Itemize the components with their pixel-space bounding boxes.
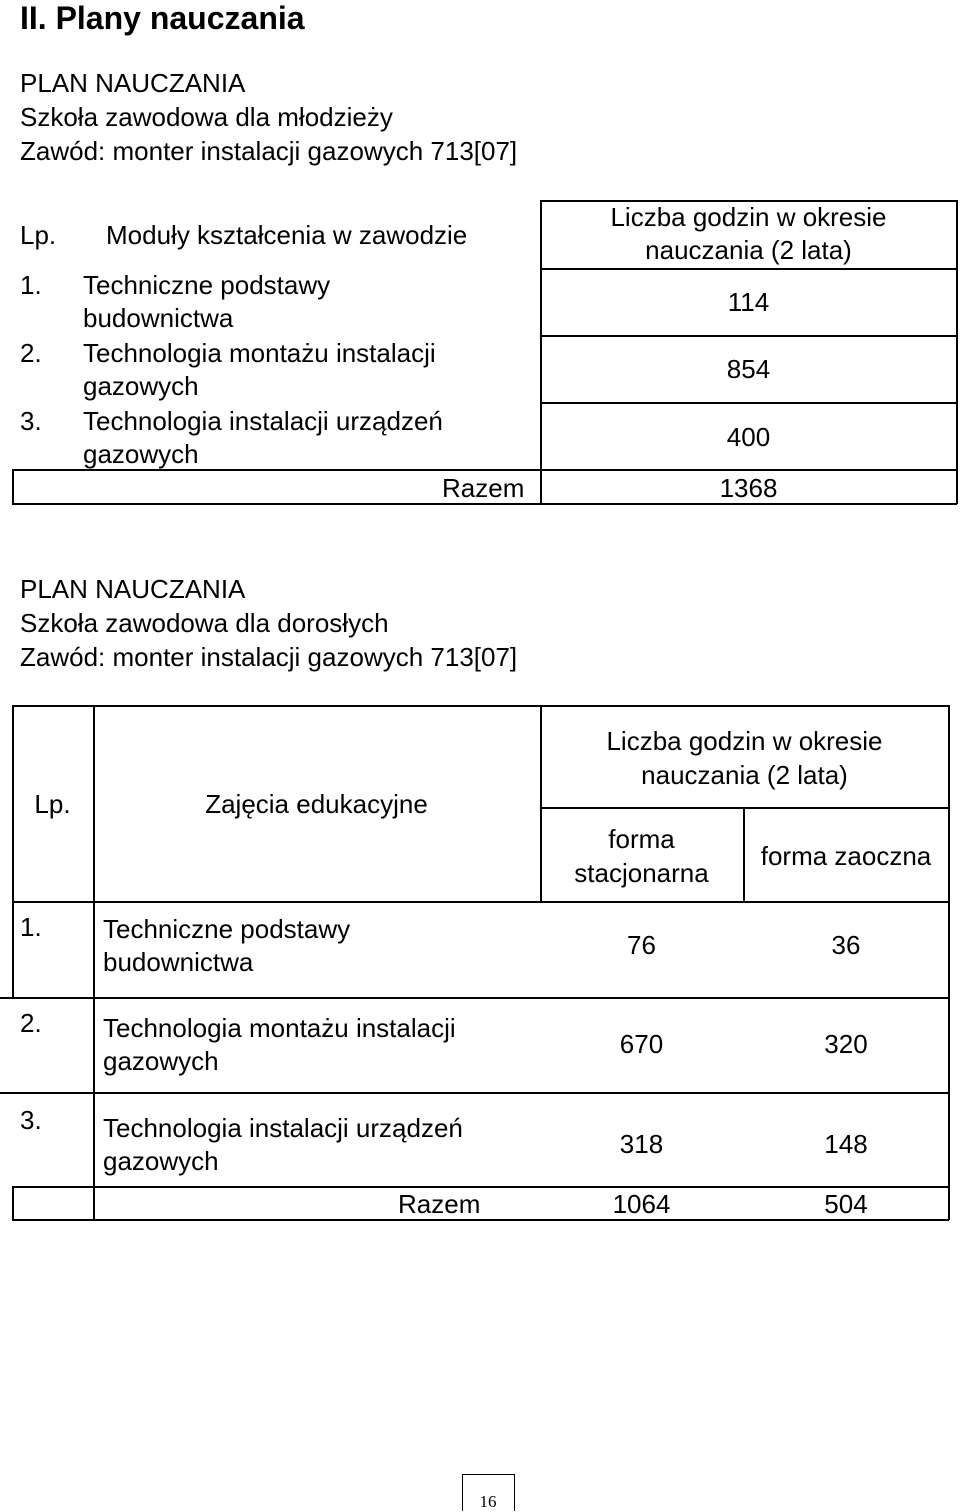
plan1-row3-name-line2: gazowych xyxy=(83,439,199,469)
plan2-col-hours-line1: Liczba godzin w okresie xyxy=(606,726,883,756)
plan1-row2-lp: 2. xyxy=(20,338,42,368)
plan2-row1-name-line2: budownictwa xyxy=(103,947,254,977)
plan1-row1-hours: 114 xyxy=(727,287,770,317)
plan1-col-hours-line1: Liczba godzin w okresie xyxy=(610,202,887,232)
plan2-col-stac-line2: stacjonarna xyxy=(574,858,709,888)
plan2-row3-zaoczna: 148 xyxy=(824,1129,868,1159)
plan1-col-hours-line2: nauczania (2 lata) xyxy=(645,235,852,265)
plan2-col-zaoczna: forma zaoczna xyxy=(760,841,932,871)
plan1-row1-name-line1: Techniczne podstawy xyxy=(83,270,331,300)
plan2-row1-lp: 1. xyxy=(20,912,42,942)
plan1-row2-hours: 854 xyxy=(726,354,771,384)
plan2-col-stac-line1: forma xyxy=(608,824,675,854)
plan2-col-subjects: Zajęcia edukacyjne xyxy=(205,789,428,819)
plan1-row2-name-line2: gazowych xyxy=(83,371,199,401)
plan2-row2-stac: 670 xyxy=(619,1029,664,1059)
plan2-row3-name-line1: Technologia instalacji urządzeń xyxy=(103,1113,463,1143)
plan2-row3-name-line2: gazowych xyxy=(103,1146,219,1176)
plan2-row2-name-line1: Technologia montażu instalacji xyxy=(103,1013,456,1043)
plan2-total-zaoczna: 504 xyxy=(824,1189,868,1219)
plan2-row1-stac: 76 xyxy=(627,930,656,960)
plan2-school: Szkoła zawodowa dla dorosłych xyxy=(20,608,389,638)
plan1-row1-lp: 1. xyxy=(20,270,42,300)
section-title: II. Plany nauczania xyxy=(20,0,305,36)
plan1-heading: PLAN NAUCZANIA xyxy=(20,68,246,98)
plan1-col-modules: Moduły kształcenia w zawodzie xyxy=(106,220,468,250)
plan2-row2-name-line2: gazowych xyxy=(103,1046,219,1076)
plan1-row3-name-line1: Technologia instalacji urządzeń xyxy=(83,406,443,436)
plan2-col-lp: Lp. xyxy=(34,789,71,819)
plan2-row3-lp: 3. xyxy=(20,1105,42,1135)
plan2-row1-name-line1: Techniczne podstawy xyxy=(103,914,351,944)
plan2-row3-stac: 318 xyxy=(619,1129,664,1159)
plan2-heading: PLAN NAUCZANIA xyxy=(20,574,246,604)
plan1-row3-lp: 3. xyxy=(20,406,42,436)
plan1-profession: Zawód: monter instalacji gazowych 713[07] xyxy=(20,136,518,166)
plan1-row3-hours: 400 xyxy=(726,422,771,452)
page-number-box xyxy=(462,1474,515,1511)
plan2-profession: Zawód: monter instalacji gazowych 713[07] xyxy=(20,642,518,672)
plan1-total-value: 1368 xyxy=(719,473,778,503)
page-number: 16 xyxy=(479,1492,497,1511)
plan2-total-stac: 1064 xyxy=(612,1189,671,1219)
plan1-row2-name-line1: Technologia montażu instalacji xyxy=(83,338,436,368)
plan1-row1-name-line2: budownictwa xyxy=(83,303,234,333)
plan2-col-hours-line2: nauczania (2 lata) xyxy=(641,760,848,790)
plan2-row1-zaoczna: 36 xyxy=(831,930,861,960)
plan1-school: Szkoła zawodowa dla młodzieży xyxy=(20,102,393,132)
plan1-col-lp: Lp. xyxy=(20,220,57,250)
plan2-total-label: Razem xyxy=(398,1189,481,1219)
plan2-row2-zaoczna: 320 xyxy=(824,1029,868,1059)
plan2-row2-lp: 2. xyxy=(20,1008,42,1038)
plan1-total-label: Razem xyxy=(442,473,525,503)
